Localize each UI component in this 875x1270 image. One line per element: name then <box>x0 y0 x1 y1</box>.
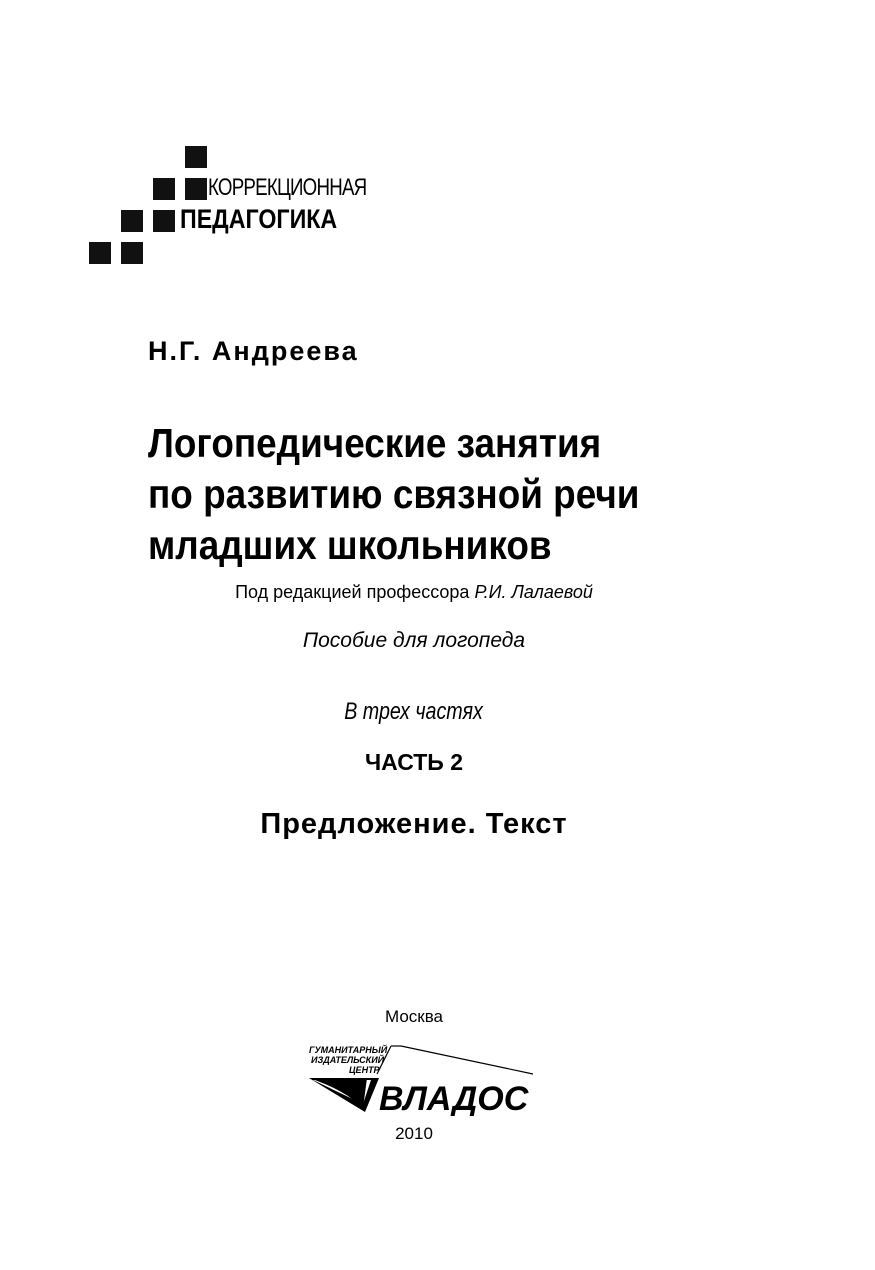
title-line: по развитию связной речи <box>148 471 640 517</box>
logo-square <box>185 178 207 200</box>
logo-square <box>185 146 207 168</box>
logo-square <box>89 242 111 264</box>
publication-year: 2010 <box>395 1124 433 1143</box>
part-number: ЧАСТЬ 2 <box>365 749 463 775</box>
parts-note-text: В трех частях <box>344 698 484 725</box>
editor-name: Р.И. Лалаевой <box>474 582 593 602</box>
publisher-line2: ИЗДАТЕЛЬСКИЙ <box>311 1055 385 1065</box>
series-logo <box>0 0 400 280</box>
book-genre: Пособие для логопеда <box>302 629 526 652</box>
publisher-line3: ЦЕНТР <box>349 1065 380 1075</box>
publisher-name: ВЛАДОС <box>379 1080 529 1116</box>
author-name: Н.Г. Андреева <box>148 336 359 366</box>
logo-square <box>153 178 175 200</box>
title-line: Логопедические занятия <box>148 420 602 466</box>
series-name-line2: ПЕДАГОГИКА <box>180 204 338 234</box>
editor-credit <box>0 583 828 601</box>
editor-prefix: Под редакцией профессора <box>235 582 475 602</box>
publisher-logo <box>305 1042 540 1116</box>
logo-square <box>121 210 143 232</box>
title-line: младших школьников <box>148 522 552 568</box>
publication-city: Москва <box>384 1007 444 1026</box>
logo-square <box>153 210 175 232</box>
logo-square <box>121 242 143 264</box>
book-title <box>148 418 639 571</box>
parts-note <box>0 700 828 724</box>
publisher-line1: ГУМАНИТАРНЫЙ <box>309 1045 388 1055</box>
part-title: Предложение. Текст <box>260 808 568 840</box>
series-name-line1: КОРРЕКЦИОННАЯ <box>208 174 367 201</box>
